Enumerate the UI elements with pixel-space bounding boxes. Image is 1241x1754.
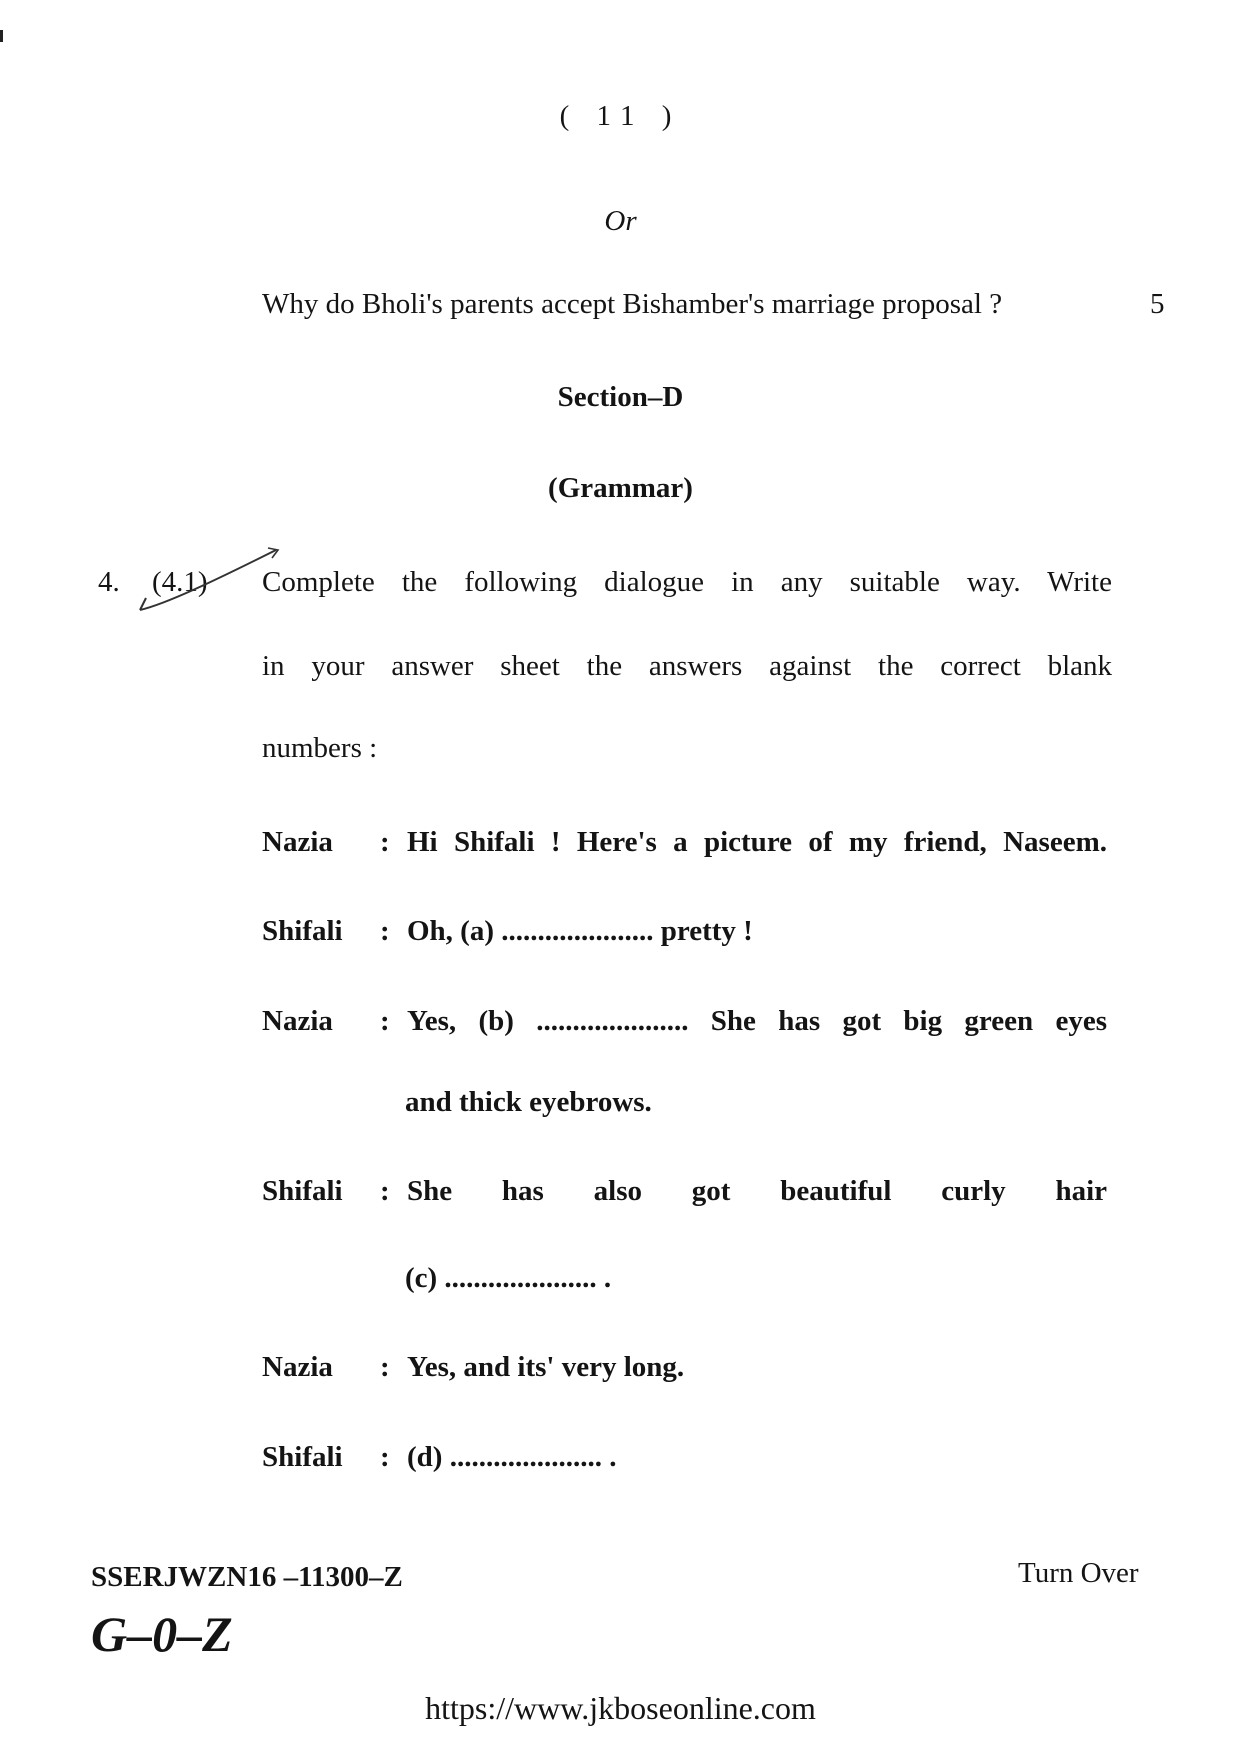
dialogue-colon: :	[380, 1441, 390, 1473]
paper-code: SSERJWZN16 –11300–Z	[91, 1561, 403, 1593]
source-url: https://www.jkboseonline.com	[425, 1690, 816, 1726]
alternative-label: Or	[604, 205, 637, 237]
dialogue-line: She has also got beautiful curly hair	[407, 1175, 1107, 1207]
dialogue-speaker: Nazia	[262, 826, 333, 858]
page-number: ( 11 )	[559, 100, 682, 132]
turn-over-label: Turn Over	[1018, 1557, 1139, 1589]
scan-edge-mark	[0, 30, 3, 42]
alternative-question: Why do Bholi's parents accept Bishamber's marriage proposal ?	[262, 288, 1003, 320]
dialogue-colon: :	[380, 826, 390, 858]
dialogue-colon: :	[380, 1351, 390, 1383]
paper-series: G–0–Z	[91, 1606, 233, 1662]
question-number: 4.	[98, 566, 120, 598]
dialogue-speaker: Nazia	[262, 1351, 333, 1383]
dialogue-line: Yes, and its' very long.	[407, 1351, 685, 1383]
dialogue-speaker: Shifali	[262, 915, 343, 947]
instruction-line-1: Complete the following dialogue in any suitable way. Write	[262, 566, 1112, 598]
instruction-line-3: numbers :	[262, 732, 378, 764]
dialogue-line-continued: (c) ..................... .	[405, 1262, 612, 1294]
dialogue-line: Hi Shifali ! Here's a picture of my friend, Naseem.	[407, 826, 1107, 858]
dialogue-speaker: Shifali	[262, 1175, 343, 1207]
dialogue-colon: :	[380, 915, 390, 947]
section-title: Section–D	[557, 381, 684, 413]
section-subtitle: (Grammar)	[548, 472, 693, 504]
dialogue-line: Yes, (b) ..................... She has got big green eyes	[407, 1005, 1107, 1037]
dialogue-line-continued: and thick eyebrows.	[405, 1086, 652, 1118]
dialogue-colon: :	[380, 1175, 390, 1207]
dialogue-speaker: Nazia	[262, 1005, 333, 1037]
dialogue-line: (d) ..................... .	[407, 1441, 617, 1473]
dialogue-colon: :	[380, 1005, 390, 1037]
instruction-line-2: in your answer sheet the answers against the correct blank	[262, 650, 1112, 682]
dialogue-speaker: Shifali	[262, 1441, 343, 1473]
question-sub-number: (4.1)	[152, 566, 208, 598]
dialogue-line: Oh, (a) ..................... pretty !	[407, 915, 753, 947]
question-marks: 5	[1150, 288, 1165, 320]
